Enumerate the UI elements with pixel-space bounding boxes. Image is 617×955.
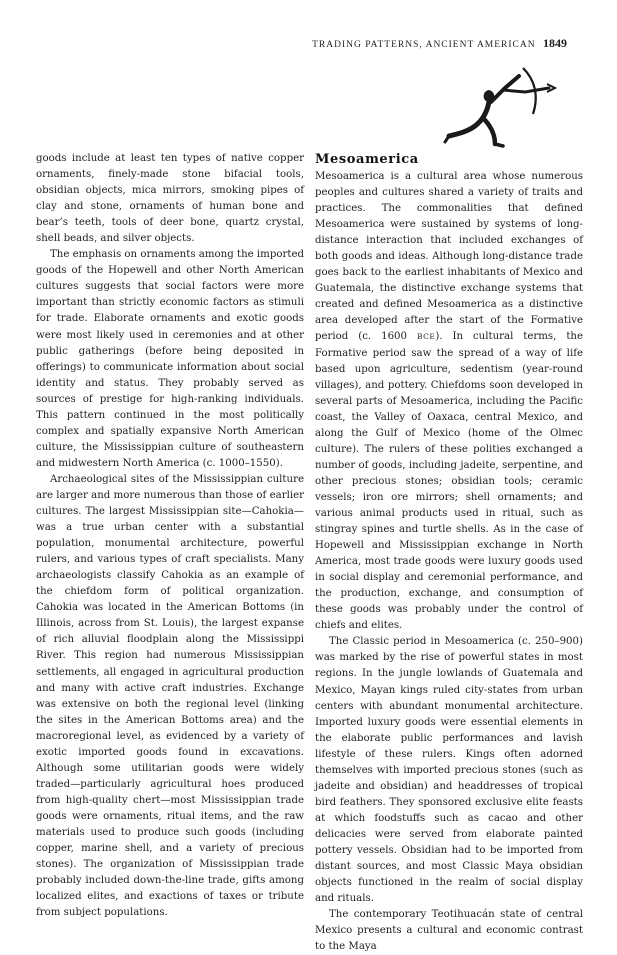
- running-head: [312, 36, 567, 51]
- page-number: 1849: [543, 36, 567, 50]
- right-paragraph-1-start: Mesoamerica is a cultural area whose numerous peoples and cultures shared a variety of traits and practices. The commonalities that defined Mesoamerica were sustained by systems of long-distance interaction that included exchanges of both goods and ideas. Although long-distance trade goes back to the earliest inhabitants of Mexico and Guatemala, the distinctive exchange systems that created and defined Mesoamerica as a distinctive area developed after the start of the Formative period (c. 1600: [315, 171, 583, 343]
- petroglyph-archer-icon: [443, 62, 563, 152]
- section-heading: Mesoamerica: [315, 152, 419, 167]
- right-paragraph-2: The Classic period in Mesoamerica (c. 250–900) was marked by the rise of powerful states in most regions. In the jungle lowlands of Guatemala and Mexico, Mayan kings ruled city-states from urban centers with abundant monumental architecture. Imported luxury goods were essential elements in the elaborate public performances and lavish lifestyle of these rulers. Kings often adorned themselves with imported precious stones (such as jadeite and obsidian) and headdresses of tropical bird feathers. They sponsored exclusive elite feasts at which foodstuffs such as cacao and other delicacies were served from elaborate painted pottery vessels. Obsidian had to be imported from distant sources, and most Classic Maya obsidian objects functioned in the realm of social display and rituals.: [315, 636, 583, 905]
- right-paragraph-3: The contemporary Teotihuacán state of central Mexico presents a cultural and economic contrast to the Maya: [315, 909, 583, 953]
- right-paragraph-1: [315, 169, 583, 634]
- right-paragraph-1-end: ). In cultural terms, the Formative period saw the spread of a way of life based upon agriculture, sedentism (year-round villages), and pottery. Chiefdoms soon developed in several parts of Mesoamerica, including the Pacific coast, the Valley of Oaxaca, central Mexico, and along the Gulf of Mexico (home of the Olmec culture). The rulers of these polities exchanged a number of goods, including jadeite, serpentine, and other precious stones; obsidian tools; ceramic vessels; iron ore mirrors; shell ornaments; and various animal products used in ritual, such as stingray spines and turtle shells. As in the case of Hopewell and Mississippian exchange in North America, most trade goods were luxury goods used in social display and ceremonial performance, and the production, exchange, and consumption of these goods was probably under the control of chiefs and elites.: [315, 331, 583, 632]
- running-head-title: TRADING PATTERNS, ANCIENT AMERICAN: [312, 40, 536, 50]
- era-abbreviation: BCE: [416, 332, 436, 342]
- left-paragraph-1: goods include at least ten types of native copper ornaments, finely-made stone bifacial tools, obsidian objects, mica mirrors, smoking pipes of clay and stone, ornaments of human bone and bear’s teeth, tools of deer bone, quartz crystal, shell beads, and silver objects.: [36, 153, 304, 245]
- left-paragraph-3: Archaeological sites of the Mississippian culture are larger and more numerous than those of earlier cultures. The largest Mississippian site—Cahokia—was a true urban center with a substantial population, monumental architecture, powerful rulers, and various types of craft specialists. Many archaeologists classify Cahokia as an example of the chiefdom form of political organization. Cahokia was located in the American Bottoms (in Illinois, across from St. Louis), the largest expanse of rich alluvial floodplain along the Mississippi River. This region had numerous Mississippian settlements, all engaged in agricultural production and many with active craft industries. Exchange was extensive on both the regional level (linking the sites in the American Bottoms area) and the macroregional level, as evidenced by a variety of exotic imported goods found in excavations. Although some utilitarian goods were widely traded—particularly agricultural hoes produced from high-quality chert—most Mississippian trade goods were ornaments, ritual items, and the raw materials used to produce such goods (including copper, marine shell, and a variety of precious stones). The organization of Mississippian trade probably included down-the-line trade, gifts among localized elites, and exactions of taxes or tribute from subject populations.: [36, 473, 304, 919]
- left-paragraph-2: The emphasis on ornaments among the imported goods of the Hopewell and other North American cultures suggests that social factors were more important than strictly economic factors as stimuli for trade. Elaborate ornaments and exotic goods were most likely used in ceremonies and at other public gatherings (before being deposited in offerings) to communicate information about social identity and status. They probably served as sources of prestige for high-ranking individuals. This pattern continued in the most politically complex and spatially expansive North American culture, the Mississippian culture of southeastern and midwestern North America (c. 1000–1550).: [36, 249, 305, 469]
- right-column: [315, 152, 583, 955]
- left-column: [36, 151, 304, 921]
